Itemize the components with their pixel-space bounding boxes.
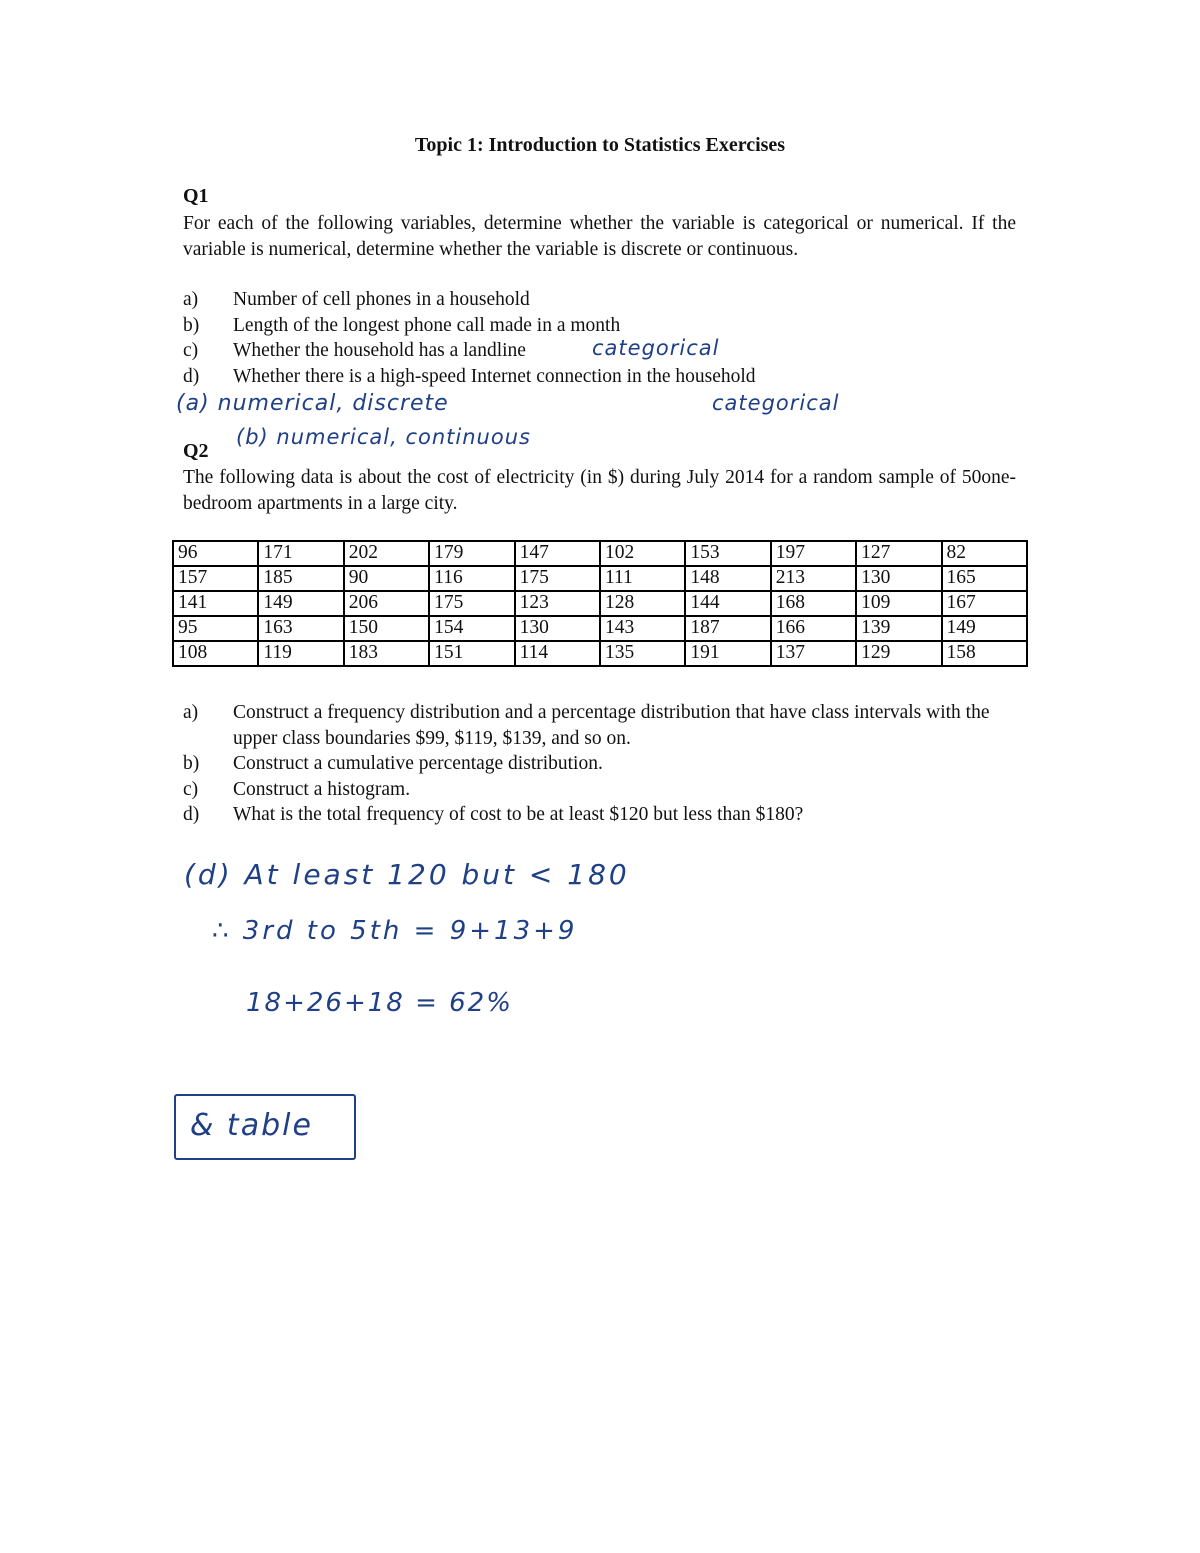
table-cell: 166: [771, 616, 856, 641]
table-cell: 135: [600, 641, 685, 666]
handwritten-line-3: 18+26+18 = 62%: [246, 988, 513, 1018]
table-row: [173, 591, 1027, 616]
list-marker: d): [183, 365, 200, 387]
table-cell: 141: [173, 591, 258, 616]
list-item: [183, 313, 1023, 339]
handwritten-note-c: categorical: [592, 336, 720, 360]
table-cell: 168: [771, 591, 856, 616]
list-marker: a): [183, 702, 199, 723]
handwritten-note-b: (b) numerical, continuous: [236, 425, 531, 449]
table-cell: 82: [942, 541, 1027, 566]
list-item: [183, 364, 1023, 390]
list-text: Length of the longest phone call made in a month: [233, 314, 621, 336]
table-cell: 158: [942, 641, 1027, 666]
table-cell: 150: [344, 616, 429, 641]
table-cell: 116: [429, 566, 514, 591]
table-cell: 90: [344, 566, 429, 591]
list-item: [183, 287, 1023, 313]
table-cell: 109: [856, 591, 941, 616]
table-cell: 157: [173, 566, 258, 591]
table-cell: 183: [344, 641, 429, 666]
list-item: [183, 700, 1019, 751]
table-cell: 202: [344, 541, 429, 566]
table-row: [173, 641, 1027, 666]
handwritten-line-1: (d) At least 120 but < 180: [184, 858, 630, 891]
table-cell: 206: [344, 591, 429, 616]
list-item: [183, 751, 1019, 777]
table-row: [173, 616, 1027, 641]
list-text: What is the total frequency of cost to be at least $120 but less than $180?: [233, 804, 804, 825]
table-cell: 149: [942, 616, 1027, 641]
list-text: Whether there is a high-speed Internet connection in the household: [233, 365, 756, 387]
handwritten-note-d: categorical: [712, 391, 840, 415]
table-cell: 179: [429, 541, 514, 566]
q2-item-list: [183, 700, 1019, 828]
list-marker: c): [183, 340, 199, 361]
electricity-cost-table: [172, 540, 1028, 667]
list-text: Number of cell phones in a household: [233, 289, 530, 310]
table-cell: 123: [515, 591, 600, 616]
list-text: Whether the household has a landline: [233, 340, 526, 361]
table-cell: 151: [429, 641, 514, 666]
list-marker: d): [183, 804, 200, 825]
table-cell: 95: [173, 616, 258, 641]
table-cell: 111: [600, 566, 685, 591]
page-title: Topic 1: Introduction to Statistics Exercises: [414, 134, 786, 156]
q2-intro: The following data is about the cost of electricity (in $) during July 2014 for a random sample of 50one-bedroom apartments in a large city.: [183, 467, 1016, 514]
table-cell: 114: [515, 641, 600, 666]
table-cell: 163: [258, 616, 343, 641]
table-cell: 175: [429, 591, 514, 616]
table-cell: 185: [258, 566, 343, 591]
table-cell: 154: [429, 616, 514, 641]
table-cell: 213: [771, 566, 856, 591]
list-item: [183, 777, 1019, 803]
table-cell: 128: [600, 591, 685, 616]
table-cell: 119: [258, 641, 343, 666]
table-cell: 137: [771, 641, 856, 666]
list-marker: b): [183, 314, 200, 336]
list-item: [183, 802, 1019, 828]
table-cell: 144: [685, 591, 770, 616]
list-marker: a): [183, 289, 199, 310]
table-cell: 171: [258, 541, 343, 566]
table-cell: 127: [856, 541, 941, 566]
table-cell: 143: [600, 616, 685, 641]
table-cell: 153: [685, 541, 770, 566]
list-marker: c): [183, 778, 199, 800]
table-cell: 130: [856, 566, 941, 591]
table-cell: 187: [685, 616, 770, 641]
handwritten-line-2: ∴ 3rd to 5th = 9+13+9: [212, 916, 578, 946]
list-text: Construct a frequency distribution and a percentage distribution that have class intervals with the upper class boundaries $99, $119, $139, and so on.: [233, 702, 990, 749]
table-cell: 165: [942, 566, 1027, 591]
table-row: [173, 541, 1027, 566]
list-marker: b): [183, 753, 200, 774]
list-text: Construct a histogram.: [233, 778, 411, 800]
table-cell: 197: [771, 541, 856, 566]
table-cell: 167: [942, 591, 1027, 616]
table-cell: 191: [685, 641, 770, 666]
table-cell: 129: [856, 641, 941, 666]
q1-intro: For each of the following variables, determine whether the variable is categorical or numerical. If the variable is numerical, determine whether the variable is discrete or continuous.: [183, 213, 1016, 260]
table-cell: 139: [856, 616, 941, 641]
table-cell: 148: [685, 566, 770, 591]
table-cell: 147: [515, 541, 600, 566]
table-cell: 96: [173, 541, 258, 566]
handwritten-boxed-text: & table: [190, 1108, 313, 1143]
table-cell: 175: [515, 566, 600, 591]
table-row: [173, 566, 1027, 591]
q1-heading: Q1: [183, 185, 209, 207]
list-text: Construct a cumulative percentage distribution.: [233, 753, 603, 774]
q2-heading: Q2: [183, 440, 209, 462]
table-cell: 149: [258, 591, 343, 616]
table-cell: 130: [515, 616, 600, 641]
table-cell: 108: [173, 641, 258, 666]
handwritten-note-a: (a) numerical, discrete: [176, 391, 449, 416]
table-cell: 102: [600, 541, 685, 566]
